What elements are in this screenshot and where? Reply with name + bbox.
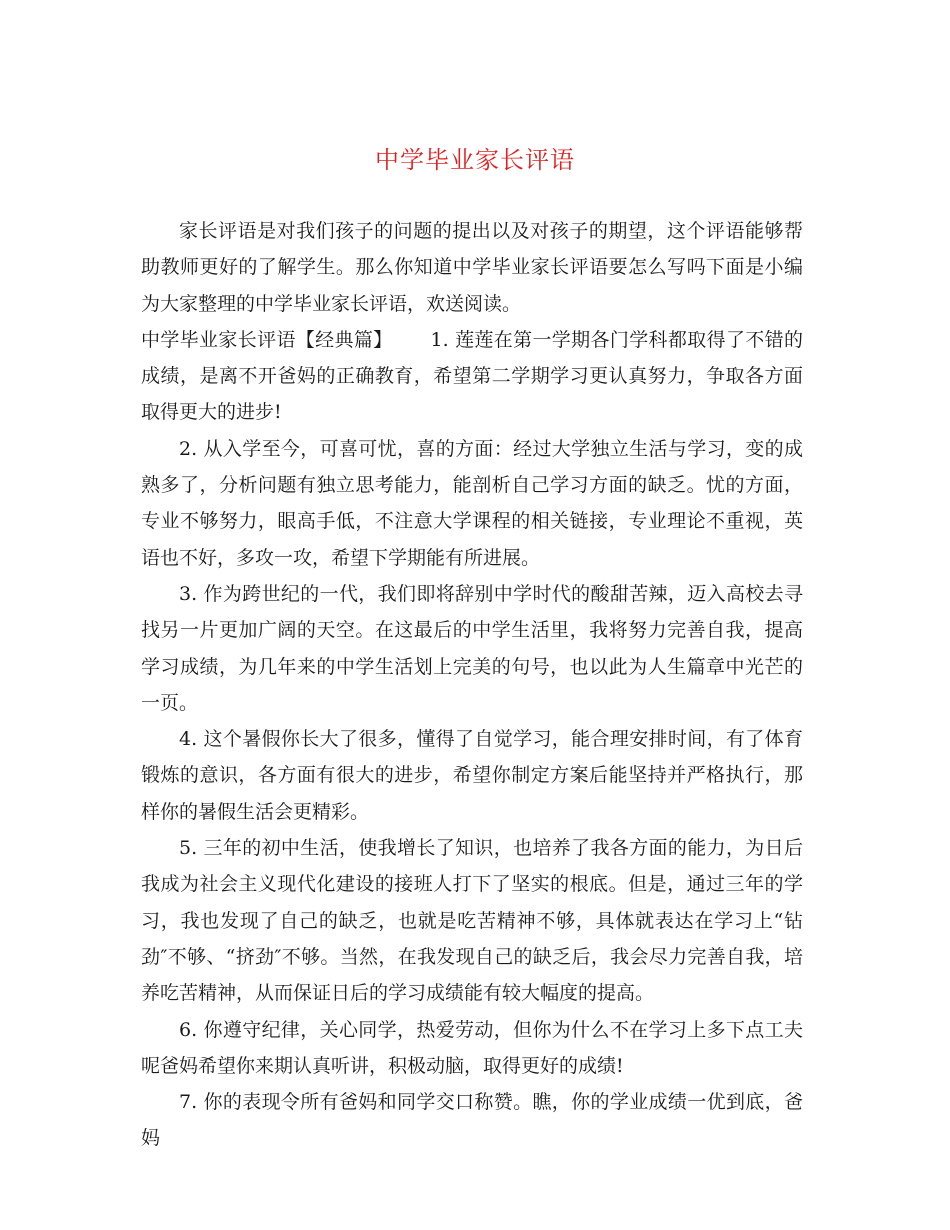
section-heading: 中学毕业家长评语【经典篇】 bbox=[141, 328, 393, 351]
document-title: 中学毕业家长评语 bbox=[375, 146, 575, 174]
list-item: 1. 莲莲在第一学期各门学科都取得了不错的成绩，是离不开爸妈的正确教育，希望第二学期学习更认真努力，争取各方面取得更大的进步! bbox=[141, 328, 803, 424]
list-item: 2. 从入学至今，可喜可忧，喜的方面：经过大学独立生活与学习，变的成熟多了，分析问题有独立思考能力，能剖析自己学习方面的缺乏。忧的方面，专业不够努力，眼高手低，不注意大学课程的相关链接，专业理论不重视，英语也不好，多攻一攻，希望下学期能有所进展。 bbox=[141, 437, 803, 569]
intro-paragraph: 家长评语是对我们孩子的问题的提出以及对孩子的期望，这个评语能够帮助教师更好的了解学生。那么你知道中学毕业家长评语要怎么写吗下面是小编为大家整理的中学毕业家长评语，欢送阅读。 bbox=[141, 220, 803, 315]
list-item: 4. 这个暑假你长大了很多，懂得了自觉学习，能合理安排时间，有了体育锻炼的意识，各方面有很大的进步，希望你制定方案后能坚持并严格执行，那样你的暑假生活会更精彩。 bbox=[141, 728, 803, 823]
list-item: 5. 三年的初中生活，使我增长了知识，也培养了我各方面的能力，为日后我成为社会主义现代化建设的接班人打下了坚实的根底。但是，通过三年的学习，我也发现了自己的缺乏，也就是吃苦精神不够，具体就表达在学习上“钻劲″不够、“挤劲″不够。当然，在我发现自己的缺乏后，我会尽力完善自我，培养吃苦精神，从而保证日后的学习成绩能有较大幅度的提高。 bbox=[141, 837, 803, 1005]
document-body bbox=[141, 213, 803, 1157]
list-item: 3. 作为跨世纪的一代，我们即将辞别中学时代的酸甜苦辣，迈入高校去寻找另一片更加广阔的天空。在这最后的中学生活里，我将努力完善自我，提高学习成绩，为几年来的中学生活划上完美的句号，也以此为人生篇章中光芒的一页。 bbox=[141, 582, 803, 714]
section-paragraph bbox=[141, 322, 803, 431]
list-item: 6. 你遵守纪律，关心同学，热爱劳动，但你为什么不在学习上多下点工夫呢爸妈希望你来期认真听讲，积极动脑，取得更好的成绩! bbox=[141, 1018, 803, 1077]
list-item: 7. 你的表现令所有爸妈和同学交口称赞。瞧，你的学业成绩一优到底，爸妈 bbox=[141, 1091, 803, 1150]
